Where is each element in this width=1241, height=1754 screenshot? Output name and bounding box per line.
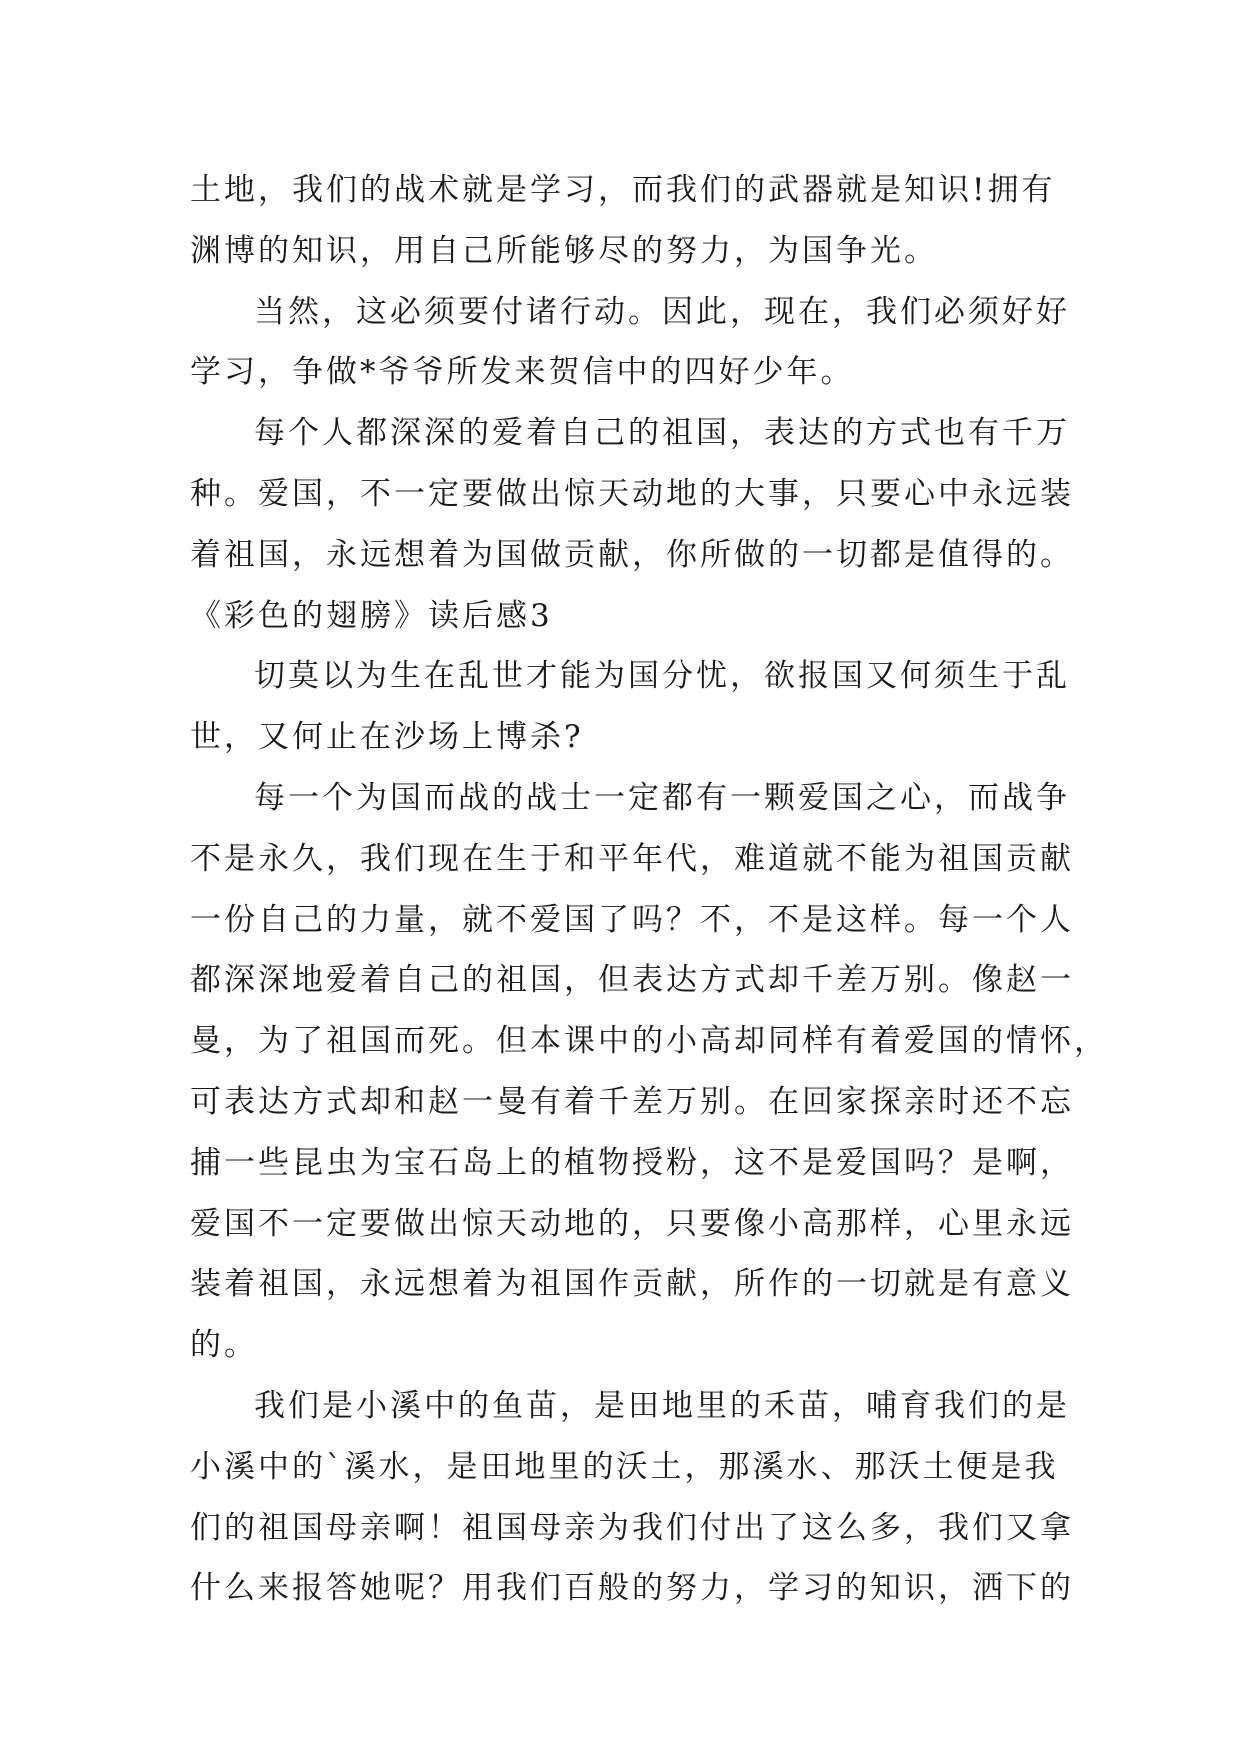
text-line: 当然，这必须要付诸行动。因此，现在，我们必须好好	[254, 293, 1070, 330]
text-line: 们的祖国母亲啊！祖国母亲为我们付出了这么多，我们又拿	[190, 1509, 1074, 1546]
text-line: 着祖国，永远想着为国做贡献，你所做的一切都是值得的。	[190, 536, 1074, 573]
text-line: 的。	[190, 1327, 258, 1364]
text-line: 每一个为国而战的战士一定都有一颗爱国之心，而战争	[254, 779, 1070, 816]
text-line: 渊博的知识，用自己所能够尽的努力，为国争光。	[190, 232, 938, 269]
text-line: 一份自己的力量，就不爱国了吗？不，不是这样。每一个人	[190, 901, 1074, 938]
text-line: 曼，为了祖国而死。但本课中的小高却同样有着爱国的情怀，	[190, 1023, 1108, 1060]
text-line: 种。爱国，不一定要做出惊天动地的大事，只要心中永远装	[190, 475, 1074, 512]
text-line: 不是永久，我们现在生于和平年代，难道就不能为祖国贡献	[190, 840, 1074, 877]
text-line: 学习，争做*爷爷所发来贺信中的四好少年。	[190, 354, 855, 391]
text-line: 每个人都深深的爱着自己的祖国，表达的方式也有千万	[254, 415, 1070, 452]
text-line: 可表达方式却和赵一曼有着千差万别。在回家探亲时还不忘	[190, 1083, 1074, 1120]
text-line: 土地，我们的战术就是学习，而我们的武器就是知识!拥有	[190, 172, 1056, 208]
text-line: 世，又何止在沙场上博杀?	[190, 719, 584, 756]
text-line: 《彩色的翅膀》读后感3	[190, 597, 553, 634]
text-line: 切莫以为生在乱世才能为国分忧，欲报国又何须生于乱	[254, 658, 1070, 695]
document-body	[190, 160, 1108, 1619]
text-line: 都深深地爱着自己的祖国，但表达方式却千差万别。像赵一	[190, 962, 1074, 999]
text-line: 装着祖国，永远想着为祖国作贡献，所作的一切就是有意义	[190, 1266, 1074, 1303]
text-line: 小溪中的`溪水，是田地里的沃土，那溪水、那沃土便是我	[190, 1448, 1059, 1485]
text-line: 什么来报答她呢？用我们百般的努力，学习的知识，洒下的	[190, 1570, 1074, 1607]
text-line: 我们是小溪中的鱼苗，是田地里的禾苗，哺育我们的是	[254, 1387, 1070, 1424]
text-line: 捕一些昆虫为宝石岛上的植物授粉，这不是爱国吗？是啊，	[190, 1144, 1074, 1181]
text-line: 爱国不一定要做出惊天动地的，只要像小高那样，心里永远	[190, 1205, 1074, 1242]
